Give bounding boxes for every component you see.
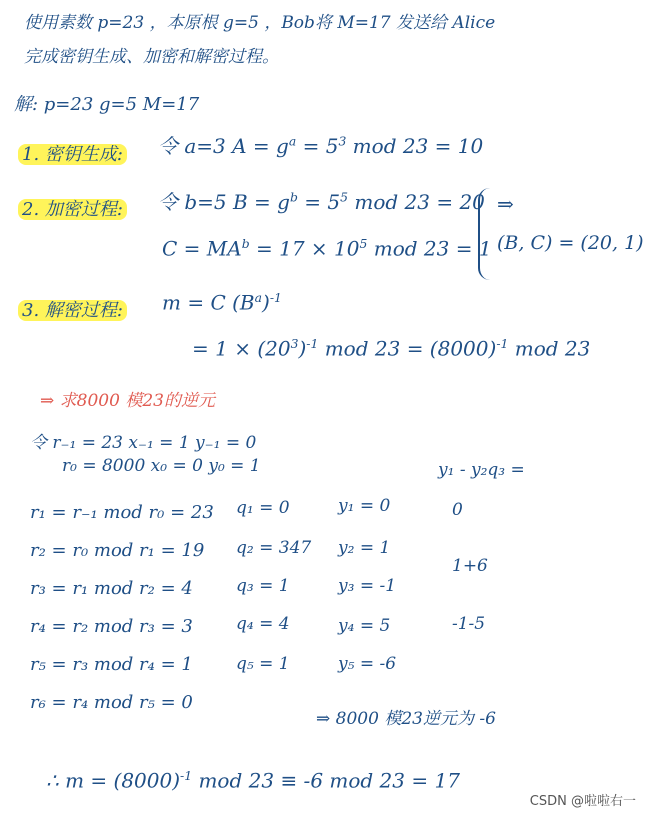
given-values: 解: p=23 g=5 M=17 (14, 94, 200, 115)
implies-arrow: ⇒ (497, 192, 514, 216)
exponent: 5 (359, 236, 368, 251)
step2-formula-1 (158, 186, 485, 215)
exponent: b (289, 189, 298, 205)
calc-cell: 1+6 (452, 556, 488, 576)
quotient-cell: q₁ = 0 (236, 498, 290, 518)
remainder-cell: r₄ = r₂ mod r₃ = 3 (30, 616, 193, 637)
formula-text: mod 23 (508, 336, 591, 361)
remainder-cell: r₆ = r₄ mod r₅ = 0 (30, 692, 193, 713)
ciphertext-pair: (B, C) = (20, 1) (497, 232, 644, 254)
inverse-result: ⇒ 8000 模23逆元为 -6 (316, 709, 496, 729)
problem-line-1: 使用素数 p=23 ，本原根 g=5 ，Bob将 M=17 发送给 Alice (24, 13, 496, 33)
exponent: -1 (180, 768, 193, 783)
formula-text: ∴ m = (8000) (46, 768, 181, 793)
y-cell: y₃ = -1 (338, 576, 397, 596)
exponent: 3 (290, 336, 299, 351)
exponent: -1 (496, 336, 509, 351)
highlight: 1. 密钥生成: (18, 144, 127, 165)
formula-text: ) (262, 290, 270, 315)
step3-formula-2 (192, 336, 590, 361)
exponent: 5 (340, 189, 349, 205)
formula-text: = 1 × (20 (192, 336, 291, 361)
formula-text: = 17 × 10 (249, 236, 360, 261)
exponent: a (288, 133, 297, 149)
exponent: -1 (306, 336, 319, 351)
calc-cell: 0 (452, 500, 463, 520)
formula-text: 令 a=3 A = g (158, 134, 289, 158)
formula-text: m = C (B (162, 290, 255, 315)
init-row-1: 令 r₋₁ = 23 x₋₁ = 1 y₋₁ = 0 (30, 433, 257, 453)
exponent: b (241, 236, 250, 251)
step3-formula-1 (162, 290, 282, 315)
exponent: a (254, 290, 262, 305)
remainder-cell: r₂ = r₀ mod r₁ = 19 (30, 540, 205, 561)
formula-text: 令 b=5 B = g (158, 190, 290, 214)
step1-formula (158, 130, 483, 159)
formula-text: mod 23 = 1 (367, 236, 492, 261)
formula-text: = 5 (297, 190, 341, 214)
formula-text: mod 23 = 10 (346, 134, 484, 158)
curly-brace (478, 188, 494, 280)
step1-label (18, 140, 127, 166)
exponent: -1 (269, 290, 282, 305)
remainder-cell: r₅ = r₃ mod r₄ = 1 (30, 654, 193, 675)
remainder-cell: r₁ = r₋₁ mod r₀ = 23 (30, 502, 214, 523)
formula-text: = 5 (296, 134, 339, 158)
step3-label (18, 296, 127, 322)
quotient-cell: q₂ = 347 (236, 538, 312, 558)
step2-label (18, 195, 127, 221)
quotient-cell: q₄ = 4 (236, 614, 290, 634)
highlight: 2. 加密过程: (18, 199, 127, 220)
formula-text: mod 23 ≡ -6 mod 23 = 17 (192, 768, 460, 793)
y-cell: y₅ = -6 (338, 654, 397, 674)
formula-text: mod 23 = 20 (348, 190, 485, 214)
y-cell: y₁ = 0 (338, 496, 391, 516)
y-cell: y₄ = 5 (338, 616, 391, 636)
step2-formula-2 (162, 236, 492, 261)
formula-text: ) (298, 336, 307, 361)
init-row-2: r₀ = 8000 x₀ = 0 y₀ = 1 (62, 456, 261, 476)
formula-text: C = MA (162, 236, 242, 261)
column-header: y₁ - y₂q₃ = (438, 460, 525, 480)
highlight: 3. 解密过程: (18, 300, 127, 321)
remainder-cell: r₃ = r₁ mod r₂ = 4 (30, 578, 193, 599)
quotient-cell: q₃ = 1 (236, 576, 290, 596)
formula-text: mod 23 = (8000) (318, 336, 497, 361)
final-result (46, 768, 460, 793)
y-cell: y₂ = 1 (338, 538, 391, 558)
quotient-cell: q₅ = 1 (236, 654, 290, 674)
csdn-watermark: CSDN @啦啦右一 (529, 794, 636, 809)
calc-cell: -1-5 (452, 614, 486, 634)
inverse-heading: ⇒ 求8000 模23的逆元 (40, 391, 215, 411)
problem-line-2: 完成密钥生成、加密和解密过程。 (24, 47, 279, 67)
exponent: 3 (338, 133, 347, 149)
